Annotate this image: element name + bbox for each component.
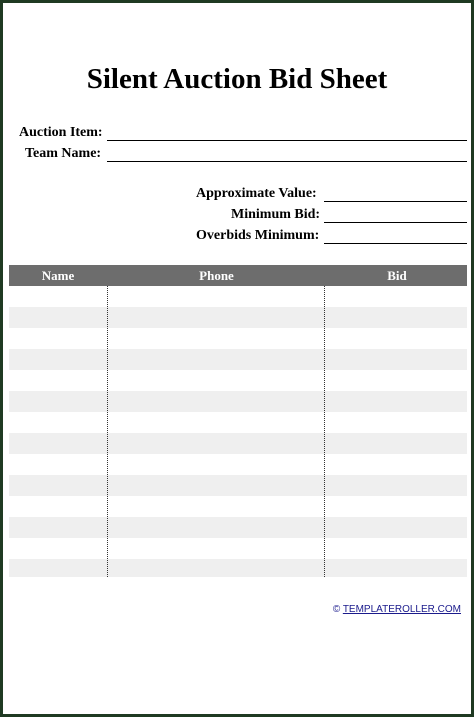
- table-row[interactable]: [9, 391, 467, 412]
- team-name-field[interactable]: [107, 161, 467, 162]
- auction-item-label: Auction Item:: [19, 125, 103, 140]
- minimum-bid-field[interactable]: [324, 222, 467, 223]
- templateroller-link[interactable]: TEMPLATEROLLER.COM: [342, 604, 461, 615]
- table-row[interactable]: [9, 517, 467, 538]
- table-row[interactable]: [9, 286, 467, 307]
- page-title: Silent Auction Bid Sheet: [86, 63, 388, 95]
- table-row[interactable]: [9, 538, 467, 559]
- approximate-value-field[interactable]: [324, 201, 467, 202]
- table-row[interactable]: [9, 475, 467, 496]
- overbids-minimum-field[interactable]: [324, 243, 467, 244]
- overbids-minimum-label: Overbids Minimum:: [196, 228, 320, 243]
- minimum-bid-label: Minimum Bid:: [231, 207, 321, 222]
- column-divider: [107, 286, 108, 577]
- table-row[interactable]: [9, 433, 467, 454]
- table-row[interactable]: [9, 370, 467, 391]
- bid-sheet-page: [3, 3, 471, 714]
- table-row[interactable]: [9, 496, 467, 517]
- column-header-name: Name: [41, 268, 75, 283]
- table-row[interactable]: [9, 559, 467, 577]
- table-row[interactable]: [9, 412, 467, 433]
- bid-table-header: [9, 265, 467, 286]
- approximate-value-label: Approximate Value:: [196, 186, 317, 201]
- table-row[interactable]: [9, 307, 467, 328]
- table-row[interactable]: [9, 349, 467, 370]
- team-name-label: Team Name:: [25, 146, 102, 161]
- column-header-bid: Bid: [387, 268, 407, 283]
- bid-table-body: [9, 286, 467, 577]
- column-header-phone: Phone: [199, 268, 234, 283]
- table-row[interactable]: [9, 328, 467, 349]
- auction-item-field[interactable]: [107, 140, 467, 141]
- copyright-icon: ©: [332, 604, 341, 615]
- copyright-credit: [333, 604, 461, 615]
- table-row[interactable]: [9, 454, 467, 475]
- column-divider: [324, 286, 325, 577]
